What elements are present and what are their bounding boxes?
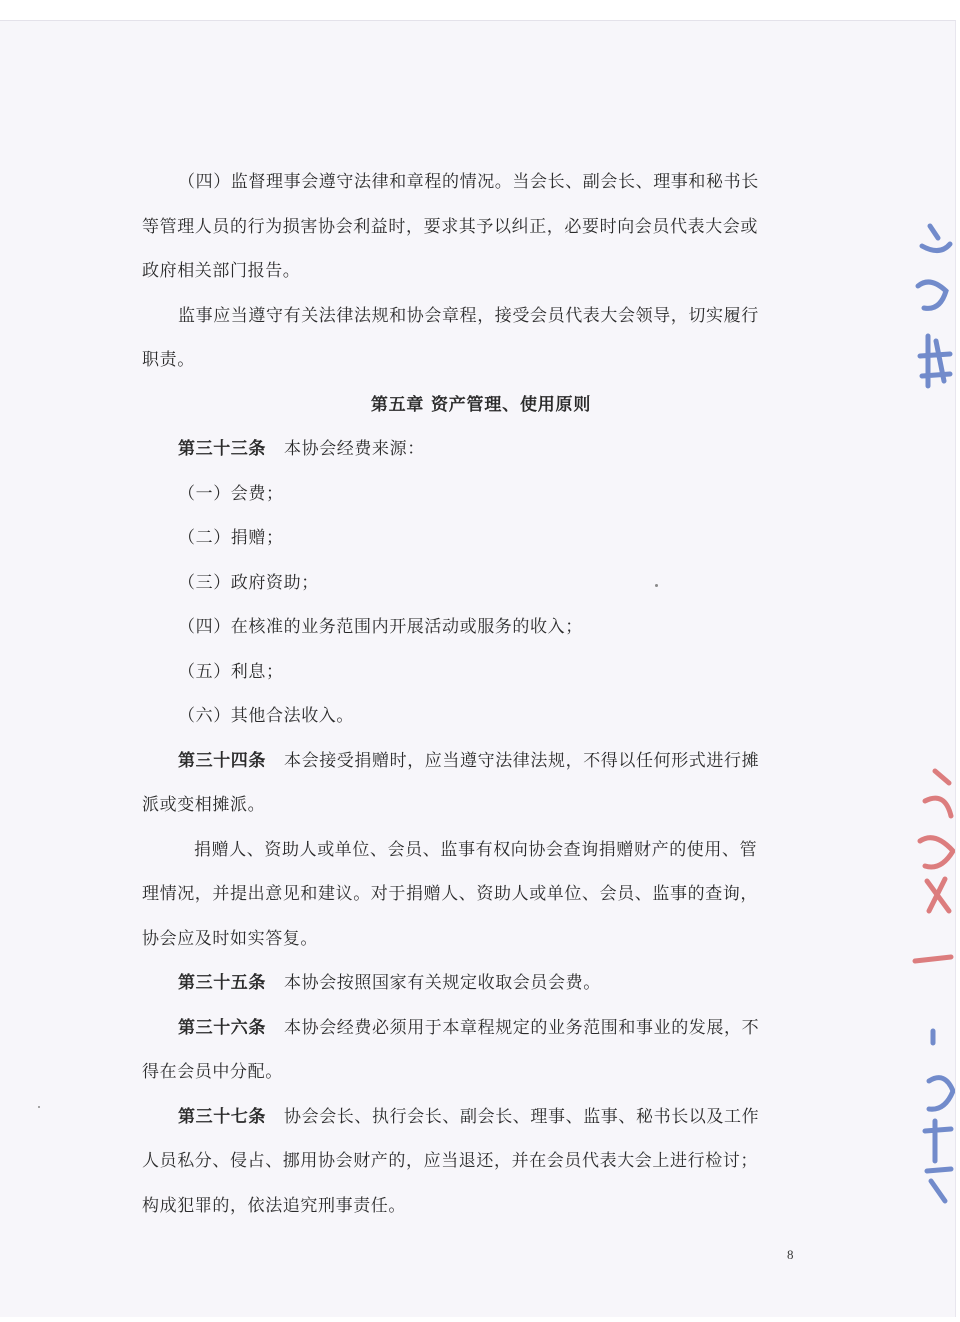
blue-seal-mark-top: [900, 216, 955, 416]
paragraph-line: 等管理人员的行为损害协会利益时，要求其予以纠正，必要时向会员代表大会或: [142, 216, 758, 237]
article-text: 协会会长、执行会长、副会长、理事、监事、秘书长以及工作: [284, 1106, 760, 1127]
document-body: [142, 167, 802, 1235]
paragraph-line: 人员私分、侵占、挪用协会财产的，应当退还，并在会员代表大会上进行检讨；: [142, 1151, 758, 1171]
article-label: 第三十四条: [178, 750, 266, 771]
article-text: 本协会按照国家有关规定收取会员会费。: [284, 973, 601, 993]
paragraph-line: 派或变相摊派。: [142, 795, 266, 815]
article-text: 本会接受捐赠时，应当遵守法律法规，不得以任何形式进行摊: [284, 750, 760, 771]
blue-seal-mark-bottom: [905, 1021, 955, 1211]
paragraph-line: （四）监督理事会遵守法律和章程的情况。当会长、副会长、理事和秘书长: [178, 172, 759, 192]
document-page: [0, 20, 956, 1317]
article-label: 第三十三条: [178, 439, 266, 459]
article-36: [142, 1013, 802, 1058]
article-label: 第三十七条: [178, 1106, 266, 1127]
article-35: [142, 968, 802, 1013]
list-item: （三）政府资助；: [178, 572, 319, 593]
chapter-heading: 第五章 资产管理、使用原则: [370, 394, 592, 415]
page-number: 8: [787, 1247, 794, 1262]
paragraph-line: 得在会员中分配。: [142, 1062, 283, 1082]
list-item: （一）会费；: [178, 483, 284, 504]
article-label: 第三十六条: [178, 1017, 266, 1038]
article-37: [142, 1102, 802, 1147]
paragraph-line: 政府相关部门报告。: [142, 261, 301, 281]
article-label: 第三十五条: [178, 973, 266, 993]
article-34: [142, 746, 802, 791]
paragraph-line: 协会应及时如实答复。: [142, 928, 318, 949]
paragraph-line: 构成犯罪的，依法追究刑事责任。: [142, 1195, 406, 1216]
paragraph-line: 监事应当遵守有关法律法规和协会章程，接受会员代表大会领导，切实履行: [178, 305, 759, 326]
list-item: （五）利息；: [178, 661, 284, 682]
article-text: 本协会经费来源：: [284, 439, 425, 459]
paragraph-line: 理情况，并提出意见和建议。对于捐赠人、资助人或单位、会员、监事的查询，: [142, 884, 758, 904]
list-item: （六）其他合法收入。: [178, 706, 354, 726]
scan-speck: [655, 584, 658, 587]
red-seal-mark: [905, 761, 955, 991]
list-item: （二）捐赠；: [178, 528, 284, 548]
paragraph-line: 职责。: [142, 350, 195, 370]
article-33: [142, 434, 802, 479]
paragraph-line: 捐赠人、资助人或单位、会员、监事有权向协会查询捐赠财产的使用、管: [194, 839, 758, 860]
list-item: （四）在核准的业务范围内开展活动或服务的收入；: [178, 617, 583, 637]
article-text: 本协会经费必须用于本章程规定的业务范围和事业的发展，不: [284, 1017, 760, 1038]
scan-speck: [38, 1106, 40, 1108]
